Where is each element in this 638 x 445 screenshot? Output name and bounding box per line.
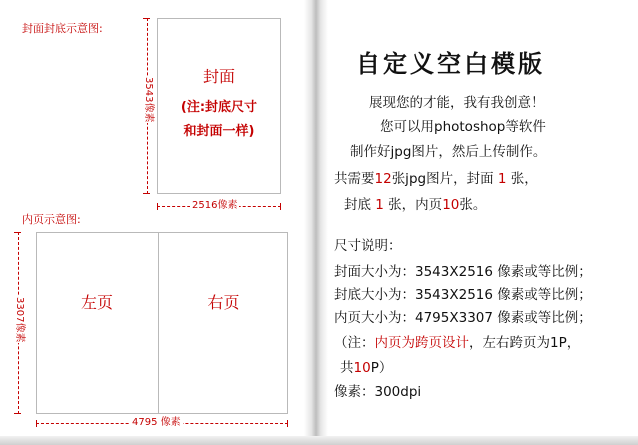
inner-spread-box: [36, 232, 288, 414]
spec-inner-size: 内页大小为：4795X3307 像素或等比例；: [334, 310, 592, 326]
inner-diagram-label: 内页示意图:: [22, 213, 81, 226]
spec-back-size: 封底大小为：3543X2516 像素或等比例；: [334, 287, 592, 303]
spec-note-line-2: 共10P）: [340, 360, 393, 376]
page-title: 自定义空白模版: [356, 50, 545, 78]
intro-line-2: 您可以用photoshop等软件: [380, 119, 546, 135]
cover-box-note-line1: (注:封底尺寸: [180, 100, 258, 115]
intro-line-1: 展现您的才能，我有我创意！: [369, 95, 545, 111]
inner-height-dimension: 3307像素: [14, 297, 25, 343]
intro-line-5: 封底 1 张，内页10张。: [344, 197, 487, 213]
intro-line-3: 制作好jpg图片，然后上传制作。: [350, 144, 547, 160]
spec-dpi: 像素：300dpi: [334, 384, 422, 400]
cover-width-dimension: 2516像素: [192, 200, 238, 211]
cover-box-title: 封面: [202, 67, 235, 86]
spec-note-line-1: （注：内页为跨页设计，左右跨页为1P，: [334, 335, 581, 351]
spec-heading: 尺寸说明：: [334, 238, 402, 254]
page-bottom-shadow: [0, 436, 638, 445]
inner-width-dimension: 4795 像素: [132, 417, 181, 428]
cover-box-note-line2: 和封面一样): [183, 124, 255, 139]
cover-height-dimension: 3543像素: [143, 77, 154, 123]
intro-line-4: 共需要12张jpg图片，封面 1 张，: [334, 171, 538, 187]
cover-diagram-label: 封面封底示意图:: [22, 22, 103, 35]
left-page-label: 左页: [80, 293, 113, 312]
right-page-label: 右页: [207, 293, 240, 312]
book-gutter: [304, 0, 328, 445]
spec-cover-size: 封面大小为：3543X2516 像素或等比例；: [334, 264, 592, 280]
inner-spread-divider: [158, 232, 159, 414]
